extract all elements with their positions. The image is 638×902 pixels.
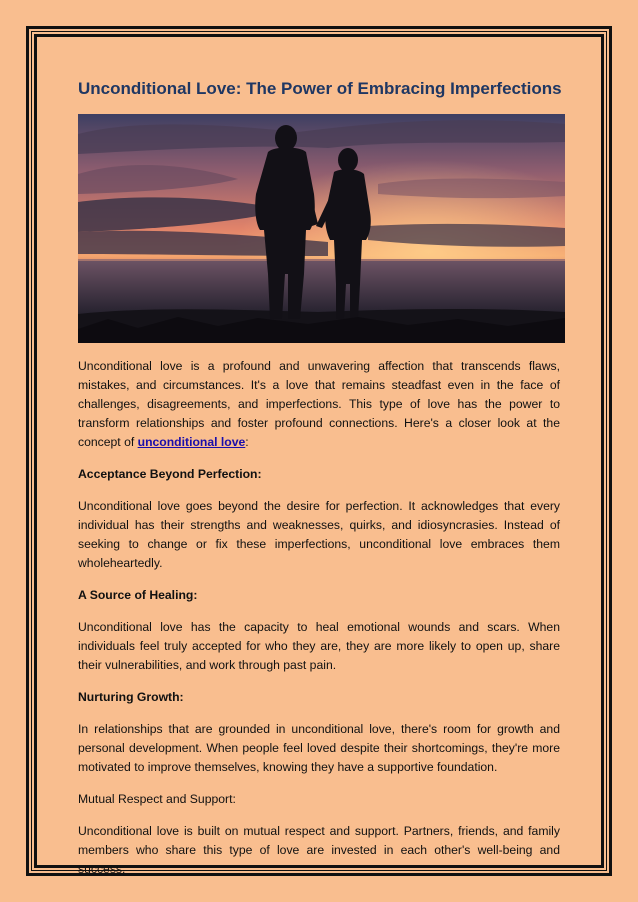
- page-title: Unconditional Love: The Power of Embracing Imperfections: [78, 79, 562, 98]
- intro-colon: :: [245, 435, 249, 449]
- couple-silhouette-sunset-photo: [78, 114, 565, 343]
- unconditional-love-link[interactable]: unconditional love: [137, 435, 246, 449]
- section-body: Unconditional love has the capacity to heal emotional wounds and scars. When individuals feel truly accepted for who they are, they are more likely to open up, share their vulnerabilities, and work through past pain.: [78, 620, 560, 672]
- section-heading: Acceptance Beyond Perfection:: [78, 467, 262, 481]
- article-body: [78, 357, 560, 879]
- section-heading: A Source of Healing:: [78, 588, 198, 602]
- section-body: Unconditional love goes beyond the desire for perfection. It acknowledges that every individual has their strengths and weaknesses, quirks, and idiosyncrasies. Instead of seeking to change or fix these imperfections, unconditional love embraces them wholeheartedly.: [78, 499, 560, 570]
- section-heading: Nurturing Growth:: [78, 690, 184, 704]
- intro-paragraph: [78, 357, 560, 452]
- section-body: In relationships that are grounded in unconditional love, there's room for growth and personal development. When people feel loved despite their shortcomings, they're more motivated to improve themselves, knowing they have a supportive foundation.: [78, 722, 560, 774]
- section-body: Unconditional love is built on mutual respect and support. Partners, friends, and family members who share this type of love are invested in each other's well-being and success.: [78, 824, 560, 876]
- section-heading: Mutual Respect and Support:: [78, 792, 236, 806]
- document-content: [78, 76, 560, 892]
- intro-text: Unconditional love is a profound and unwavering affection that transcends flaws, mistakes, and circumstances. It's a love that remains steadfast even in the face of challenges, disagreements, and imperfections. This type of love has the power to transform relationships and foster profound connections. Here's a closer look at the concept of: [78, 359, 560, 449]
